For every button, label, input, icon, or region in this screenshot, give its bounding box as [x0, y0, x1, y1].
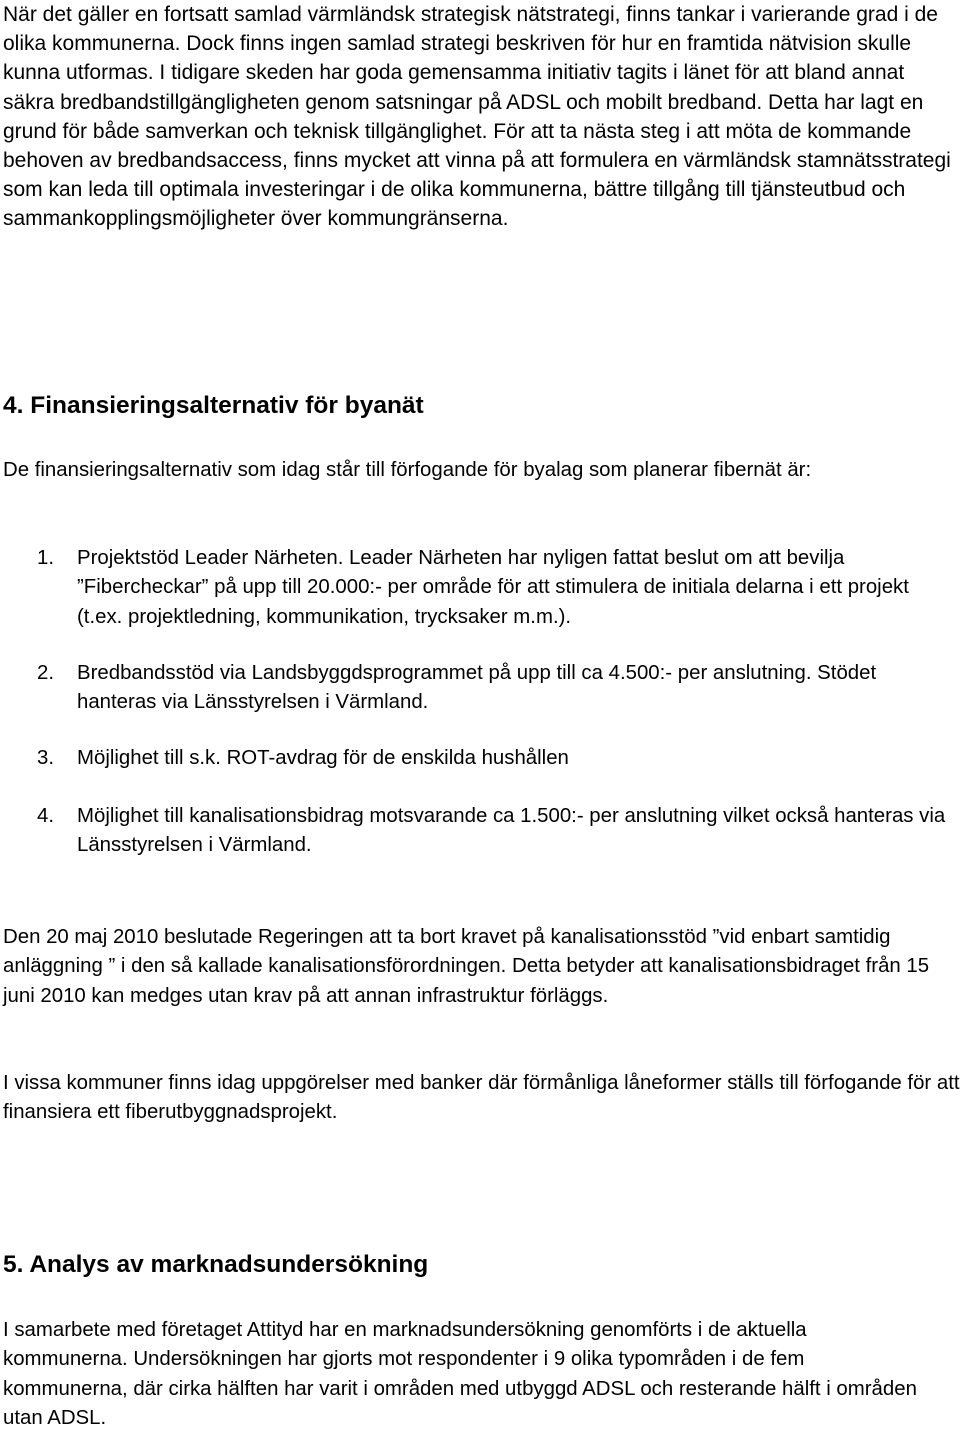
list-item-number: 4.: [37, 804, 55, 827]
list-item-text: Möjlighet till kanalisationsbidrag motsvarande ca 1.500:- per anslutning vilket också hanteras via Länsstyrelsen i Värmland.: [77, 804, 946, 857]
list-item: [3, 744, 958, 773]
financing-list: [3, 544, 958, 860]
list-item: [3, 544, 958, 632]
list-item-text: Bredbandsstöd via Landsbyggdsprogrammet på upp till ca 4.500:- per anslutning. Stödet hanteras via Länsstyrelsen i Värmland.: [77, 661, 877, 714]
list-item-number: 1.: [37, 547, 55, 569]
list-item: [3, 659, 958, 718]
list-item: [3, 802, 958, 861]
section-5-heading: 5. Analys av marknadsundersökning: [3, 1251, 429, 1278]
banks-paragraph: I vissa kommuner finns idag uppgörelser med banker där förmånliga låneformer ställs till förfogande för att finansiera ett fiberutbyggnadsprojekt.: [3, 1072, 960, 1124]
list-item-text: Möjlighet till s.k. ROT-avdrag för de enskilda hushållen: [77, 747, 569, 770]
list-item-text: Projektstöd Leader Närheten. Leader Närheten har nyligen fattat beslut om att bevilja ”Fibercheckar” på upp till 20.000:- per område för att stimulera de initiala delarna i ett projekt (t.ex. projektledning, kommunikation, trycksaker m.m.).: [77, 547, 909, 628]
kanalisation-paragraph: Den 20 maj 2010 beslutade Regeringen att ta bort kravet på kanalisationsstöd ”vid enbart samtidig anläggning ” i den så kallade kanalisationsförordningen. Detta betyder att kanalisationsbidraget från 15 juni 2010 kan medges utan krav på att annan infrastruktur förläggs.: [3, 926, 930, 1007]
section-4-heading: 4. Finansieringsalternativ för byanät: [3, 392, 424, 419]
section-5-paragraph: I samarbete med företaget Attityd har en marknadsundersökning genomförts i de aktuella kommunerna. Undersökningen har gjorts mot respondenter i 9 olika typområden i de fem kommunerna, där cirka hälften har varit i områden med utbyggd ADSL och resterande hälft i områden utan ADSL.: [3, 1319, 917, 1429]
section-4-lead: De finansieringsalternativ som idag står till förfogande för byalag som planerar fibernät är:: [3, 459, 812, 481]
list-item-number: 2.: [37, 661, 55, 684]
intro-paragraph: När det gäller en fortsatt samlad värmländsk strategisk nätstrategi, finns tankar i varierande grad i de olika kommunerna. Dock finns ingen samlad strategi beskriven för hur en framtida nätvision skulle kunna utformas. I tidigare skeden har goda gemensamma initiativ tagits i länet för att bland annat säkra bredbandstillgängligheten genom satsningar på ADSL och mobilt bredband. Detta har lagt en grund för både samverkan och teknisk tillgänglighet. För att ta nästa steg i att möta de kommande behoven av bredbandsaccess, finns mycket att vinna på att formulera en värmländsk stamnätsstrategi som kan leda till optimala investeringar i de olika kommunerna, bättre tillgång till tjänsteutbud och sammankopplingsmöjligheter över kommungränserna.: [3, 3, 951, 231]
list-item-number: 3.: [37, 747, 55, 770]
